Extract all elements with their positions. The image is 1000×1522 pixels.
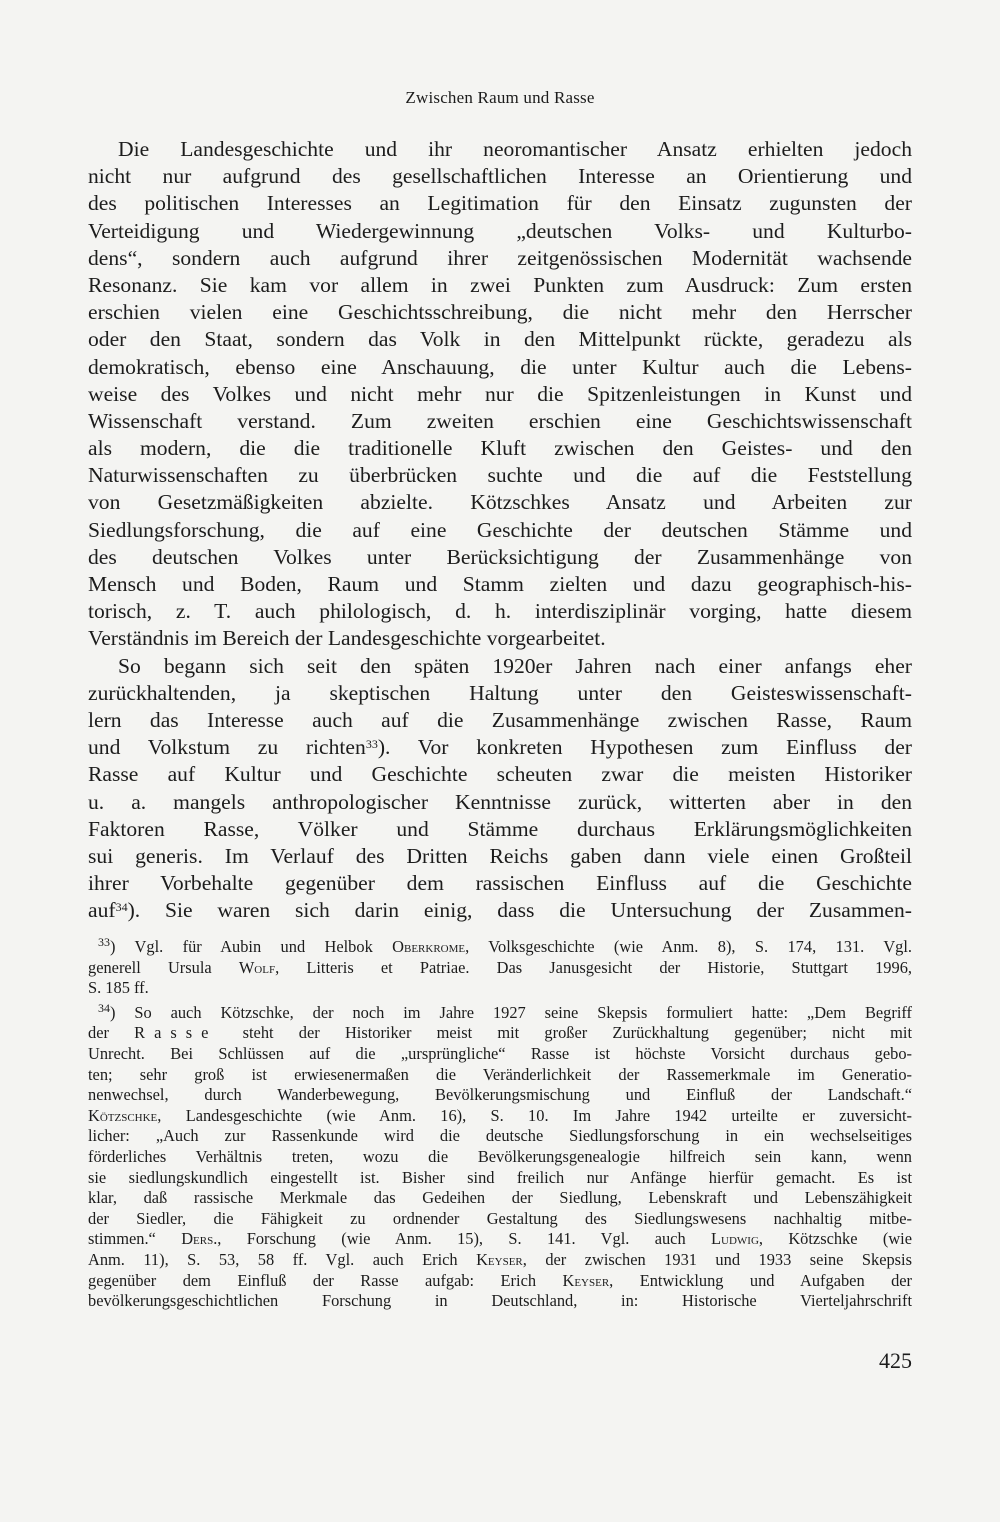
footnote-line	[88, 1229, 912, 1250]
footnote-marker: 33	[98, 935, 110, 949]
footnote-line	[88, 937, 912, 958]
paragraph-1-line: oder den Staat, sondern das Volk in den Mittelpunkt rückte, geradezu als	[88, 327, 912, 352]
paragraph-1-line: nicht nur aufgrund des gesellschaftlichen Interesse an Orientierung und	[88, 164, 912, 189]
footnote-ref-33[interactable]: 33	[365, 737, 378, 752]
paragraph-2-line: lern das Interesse auch auf die Zusammenhänge zwischen Rasse, Raum	[88, 707, 912, 732]
paragraph-1-line: Die Landesgeschichte und ihr neoromantischer Ansatz erhielten jedoch	[118, 137, 912, 161]
paragraph-1-line: weise des Volkes und nicht mehr nur die Spitzenleistungen in Kunst und	[88, 381, 912, 406]
paragraph-2-line: Faktoren Rasse, Völker und Stämme durchaus Erklärungsmöglichkeiten	[88, 816, 912, 841]
footnote-line: ten; sehr groß ist erwiesenermaßen die Veränderlichkeit der Rassemerkmale im Generatio-	[88, 1064, 912, 1084]
footnote-line: klar, daß rassische Merkmale das Gedeihen der Siedlung, Lebenskraft und Lebenszähigkeit	[88, 1188, 912, 1208]
paragraph-1-line: Mensch und Boden, Raum und Stamm zielten und dazu geographisch-his-	[88, 572, 912, 596]
paragraph-1-line: Siedlungsforschung, die auf eine Geschichte der deutschen Stämme und	[88, 517, 912, 542]
paragraph-1-line: Wissenschaft verstand. Zum zweiten erschien eine Geschichtswissenschaft	[88, 408, 912, 433]
paragraph-1-line: Naturwissenschaften zu überbrücken suchte und die auf die Feststellung	[88, 463, 912, 488]
line-text: ). Vor konkreten Hypothesen zum Einfluss der	[377, 735, 912, 760]
footnote-line: der Siedler, die Fähigkeit zu ordnender Gestaltung des Siedlungswesens nachhaltig mitbe-	[88, 1208, 912, 1228]
footnote-33	[88, 937, 912, 999]
footnote-line	[88, 1023, 912, 1044]
line-text: ) Vgl. für Aubin und Helbok	[110, 937, 393, 956]
spaced-emphasis: Rasse	[134, 1023, 218, 1043]
paragraph-1-line: Verständnis im Bereich der Landesgeschichte vorgearbeitet.	[88, 626, 606, 651]
paragraph-2-line: u. a. mangels anthropologischer Kenntnisse zurück, witterten aber in den	[88, 789, 912, 814]
footnote-line	[88, 1106, 912, 1127]
footnote-line: S. 185 ff.	[88, 978, 149, 998]
author-name: Keyser	[562, 1270, 610, 1290]
paragraph-2-line: sui generis. Im Verlauf des Dritten Reichs gaben dann viele einen Großteil	[88, 843, 912, 868]
paragraph-2-line: ihrer Vorbehalte gegenüber dem rassischen Einfluss auf die Geschichte	[88, 871, 912, 896]
paragraph-1-line: von Gesetzmäßigkeiten abzielte. Kötzschkes Ansatz und Arbeiten zur	[88, 490, 912, 515]
page-number: 425	[879, 1348, 912, 1373]
paragraph-2-line	[88, 734, 912, 761]
author-name: Ludwig	[711, 1229, 759, 1249]
footnote-line	[88, 958, 912, 979]
paragraph-1-line: torisch, z. T. auch philologisch, d. h. interdisziplinär vorging, hatte diesem	[88, 599, 912, 624]
paragraph-1-line: des politischen Interesses an Legitimation für den Einsatz zugunsten der	[88, 191, 912, 216]
footnote-line	[88, 1271, 912, 1292]
paragraph-1-line: Resonanz. Sie kam vor allem in zwei Punkten zum Ausdruck: Zum ersten	[88, 272, 912, 297]
footnote-line: sie siedlungskundlich eingestellt ist. Bisher sind freilich nur Anfänge hierfür gemacht. Es ist	[88, 1167, 912, 1187]
footnote-line: bevölkerungsgeschichtlichen Forschung in Deutschland, in: Historische Vierteljahrschrift	[88, 1291, 912, 1311]
line-text: ). Sie waren sich darin einig, dass die Untersuchung der Zusammen-	[127, 898, 912, 923]
line-text: auf	[88, 898, 116, 923]
line-text: Anm. 11), S. 53, 58 ff. Vgl. auch Erich	[88, 1249, 477, 1269]
footnote-ref-34[interactable]: 34	[115, 900, 128, 915]
author-name: Oberkrome	[392, 937, 466, 956]
paragraph-2-line: So begann sich seit den späten 1920er Jahren nach einer anfangs eher	[118, 653, 912, 678]
footnote-line: nenwechsel, durch Wanderbewegung, Bevölkerungsmischung und Einfluß der Landschaft.“	[88, 1085, 912, 1105]
paragraph-2-line	[88, 897, 912, 924]
line-text: , Landesgeschichte (wie Anm. 16), S. 10. Im Jahre 1942 urteilte er zuversicht-	[157, 1105, 912, 1125]
author-name: Kötzschke	[88, 1105, 158, 1125]
paragraph-1-line: als modern, die die traditionelle Kluft zwischen den Geistes- und den	[88, 436, 912, 461]
paragraph-2-line: zurückhaltenden, ja skeptischen Haltung unter den Geisteswissenschaft-	[88, 680, 912, 705]
line-text: , Kötzschke (wie	[758, 1229, 912, 1249]
footnote-line	[88, 1250, 912, 1271]
line-text: und Volkstum zu richten	[88, 735, 366, 760]
line-text: , Litteris et Patriae. Das Janusgesicht der Historie, Stuttgart 1996,	[275, 957, 912, 977]
paragraph-2-line: Rasse auf Kultur und Geschichte scheuten zwar die meisten Historiker	[88, 762, 912, 787]
line-text: , Entwicklung und Aufgaben der	[609, 1270, 912, 1290]
footnote-34	[88, 1000, 913, 1312]
body-text	[88, 136, 912, 924]
paragraph-1-line: Verteidigung und Wiedergewinnung „deutschen Volks- und Kulturbo-	[88, 218, 912, 243]
footnote-line: förderliches Verhältnis treten, wozu die Bevölkerungsgenealogie hilfreich sein kann, wenn	[88, 1146, 912, 1166]
line-text: ) So auch Kötzschke, der noch im Jahre 1927 seine Skepsis formuliert hatte: „Dem Begriff	[110, 1002, 912, 1022]
footnotes	[88, 937, 912, 1312]
paragraph-1-line: dens“, sondern auch aufgrund ihrer zeitgenössischen Modernität wachsende	[88, 245, 912, 270]
line-text: steht der Historiker meist mit großer Zurückhaltung gegenüber; nicht mit	[217, 1023, 913, 1043]
line-text: stimmen.“	[88, 1229, 182, 1249]
running-header: Zwischen Raum und Rasse	[405, 88, 595, 107]
line-text: , der zwischen 1931 und 1933 seine Skepsis	[522, 1249, 912, 1269]
paragraph-1-line: erschien vielen eine Geschichtsschreibung, die nicht mehr den Herrscher	[88, 300, 912, 325]
line-text: generell Ursula	[88, 957, 239, 977]
paragraph-1-line: des deutschen Volkes unter Berücksichtigung der Zusammenhänge von	[88, 544, 912, 569]
paragraph-1-line: demokratisch, ebenso eine Anschauung, die unter Kultur auch die Lebens-	[88, 354, 912, 379]
footnote-line: Unrecht. Bei Schlüssen auf die „ursprüngliche“ Rasse ist höchste Vorsicht durchaus gebo-	[88, 1043, 912, 1063]
author-name: Wolf	[238, 957, 276, 977]
line-text: , Volksgeschichte (wie Anm. 8), S. 174, 131. Vgl.	[465, 937, 913, 956]
line-text: , Forschung (wie Anm. 15), S. 141. Vgl. auch	[217, 1229, 711, 1249]
footnote-line	[88, 1000, 912, 1024]
footnote-line: licher: „Auch zur Rassenkunde wird die deutsche Siedlungsforschung in ein wechselseitiges	[88, 1126, 912, 1146]
line-text: gegenüber dem Einfluß der Rasse aufgab: Erich	[88, 1270, 563, 1290]
author-name: Ders.	[181, 1229, 218, 1249]
footnote-marker: 34	[98, 1000, 110, 1015]
line-text: der	[88, 1023, 135, 1043]
author-name: Keyser	[476, 1249, 523, 1269]
